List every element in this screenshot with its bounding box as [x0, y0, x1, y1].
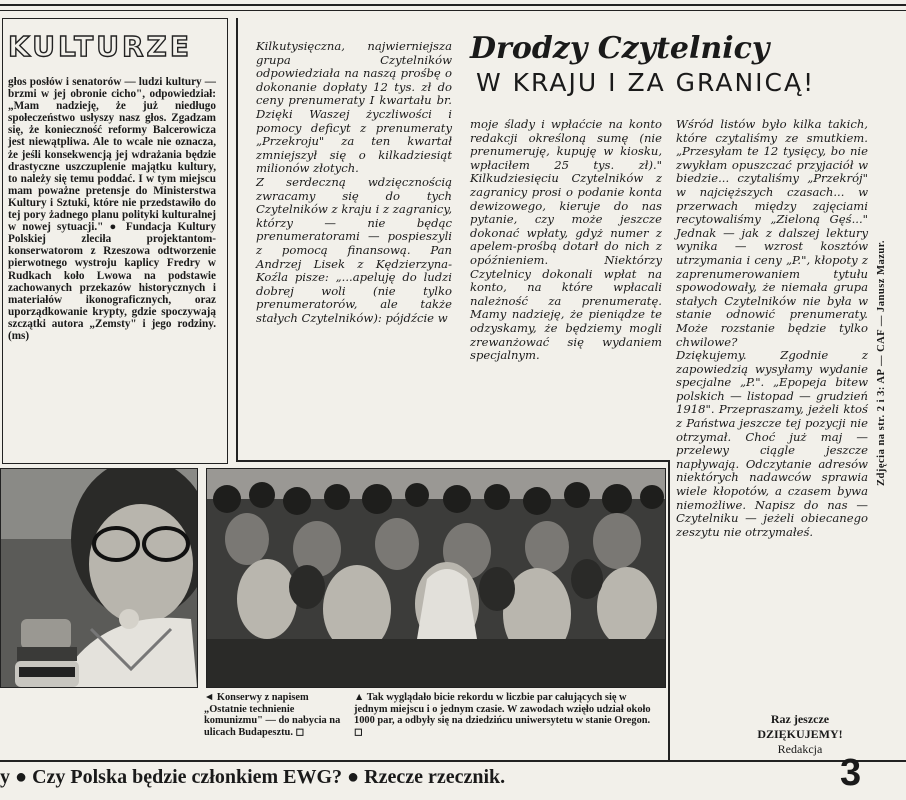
- kultura-heading: KULTURZE: [8, 30, 192, 63]
- photo-right-caption: ▲ Tak wyglądało bicie rekordu w liczbie par całujących się w jednym miejscu i o jednym czasie. W zawodach wzięło udział około 1000 par, a odbyły się na dziedzińcu uniwersytetu w stanie Oregon. ◻: [354, 692, 651, 738]
- photo-canned-goods-image: [1, 469, 197, 687]
- letter-column-2: moje ślady i wpłaćcie na konto redakcji określoną sumę (nie prenumeruję, kupuję w kiosku, wpłaciłem 25 tys. zł)." Kilkudziesięciu Czytelników z zagranicy prosi o podanie konta dewizowego, kieruje do nas pytanie, czy może jeszcze dokonać wpłaty, gdyż numer z apelem-prośbą dotarł do nich z opóźnieniem. Niektórzy Czytelnicy dokonali wpłat na konto, na które wpłacali należność za prenumeratę. Mamy nadzieję, że pieniądze te odzyskamy, że będziemy mogli zrewanżować się wydaniem specjalnym.: [470, 117, 662, 363]
- kultura-text: głos posłów i senatorów — ludzi kultury — brzmi w jej obronie cicho", odpowiedział: „Mam nadzieję, że już niedługo społeczeństwo usłyszy nasz głos. Zgadzam się, że konieczność reformy Balcerowicza jest niewątpliwa. Ale to wcale nie oznacza, że jeśli konsekwencją jej wdrażania będzie drastyczne uszczuplenie majątku kultury, to należy się temu poddać. I w tym miejscu mam poważne pretensje do Ministerstwa Kultury i Sztuki, które nie przedstawiło do tej pory żadnego planu polityki kulturalnej w nowej sytuacji." ● Fundacja Kultury Polskiej zleciła projektantom-konserwatorom z Rzeszowa odtworzenie pierwotnego wystroju kaplicy Fredry w Rudkach koło Lwowa na podstawie zachowanych przekazów historycznych i materiałów ikonograficznych, oraz uporządkowanie krypty, gdzie spoczywają szczątki autora „Zemsty" i jego rodziny. (ms): [8, 76, 216, 342]
- top-rule: [0, 4, 906, 6]
- photo-left-caption: ◄ Konserwy z napisem „Ostatnie technienie komunizmu" — do nabycia na ulicach Budapesztu. ◻: [204, 692, 341, 738]
- bottom-rule: [0, 760, 906, 762]
- letter-signature: [720, 712, 880, 757]
- letter-column-1: Kilkutysięczna, najwierniejsza grupa Czytelników odpowiedziała na naszą prośbę o dokonanie dopłaty 12 tys. zł do ceny prenumeraty I kwartału br. Dzięki Waszej życzliwości i pomocy deficyt z prenumeraty „Przekroju" za ten kwartał zmniejszył się o kilkadziesiąt milionów złotych. Z serdeczną wdzięcznością zwracamy się do tych Czytelników z kraju i z zagranicy, którzy — nie będąc prenumeratorami — pospieszyli z pomocą finansową. Pan Andrzej Lisek z Kędzierzyna-Koźla pisze: „...apeluję do ludzi dobrej woli (nie tylko prenumeratorów, ale także stałych Czytelników): pójdźcie w: [256, 39, 453, 325]
- letter-title-script: Drodzy Czytelnicy: [470, 31, 770, 66]
- letter-box-bottom: [236, 460, 670, 462]
- signature-line-2: DZIĘKUJEMY!: [757, 727, 843, 741]
- letter-title-caps: W KRAJU I ZA GRANICĄ!: [476, 68, 816, 97]
- letter-box-right-lower: [668, 460, 670, 760]
- photo-canned-goods: [0, 468, 198, 688]
- photo-credit: Zdjęcia na str. 2 i 3: AP — CAF — Janusz Mazur.: [876, 239, 887, 487]
- footer-teaser: y ● Czy Polska będzie członkiem EWG? ● Rzecze rzecznik.: [0, 766, 506, 788]
- page-number: 3: [840, 752, 862, 794]
- photo-kissing-record-image: [207, 469, 665, 687]
- photo-kissing-record: [206, 468, 666, 688]
- top-rule-thin: [0, 10, 906, 11]
- signature-line-3: Redakcja: [777, 742, 823, 756]
- letter-box-left: [236, 18, 238, 462]
- signature-line-1: Raz jeszcze: [770, 712, 830, 726]
- letter-column-3: Wśród listów było kilka takich, które czytaliśmy ze smutkiem. „Przesyłam te 12 tysięcy, bo nie zwykłam opuszczać przyjaciół w biedzie... czytaliśmy „Przekrój" w najcięższych czasach... w przerwach między zajęciami recytowaliśmy „Zieloną Gęś..." Jednak — jak z dalszej lektury wynika — wzrost kosztów utrzymania i ceny „P.", kłopoty z zaprenumerowaniem tytułu spowodowały, że niemała grupa stałych Czytelników nie była w stanie odnowić prenumeraty. Może rozstanie będzie tylko chwilowe? Dziękujemy. Zgodnie z zapowiedzią wysyłamy wydanie specjalne „P.". „Epopeja bitew polskich — listopad — grudzień 1918". Przepraszamy, jeżeli ktoś z Państwa jeszcze tej pozycji nie otrzymał. Choć już maj — przelewy ciągle jeszcze napływają. Odczytanie adresów niektórych nadawców sprawia wiele kłopotów, a czasem bywa niemożliwe. Napisz do nas — Czytelniku — jeżeli obiecanego zeszytu nie otrzymałeś.: [676, 117, 868, 539]
